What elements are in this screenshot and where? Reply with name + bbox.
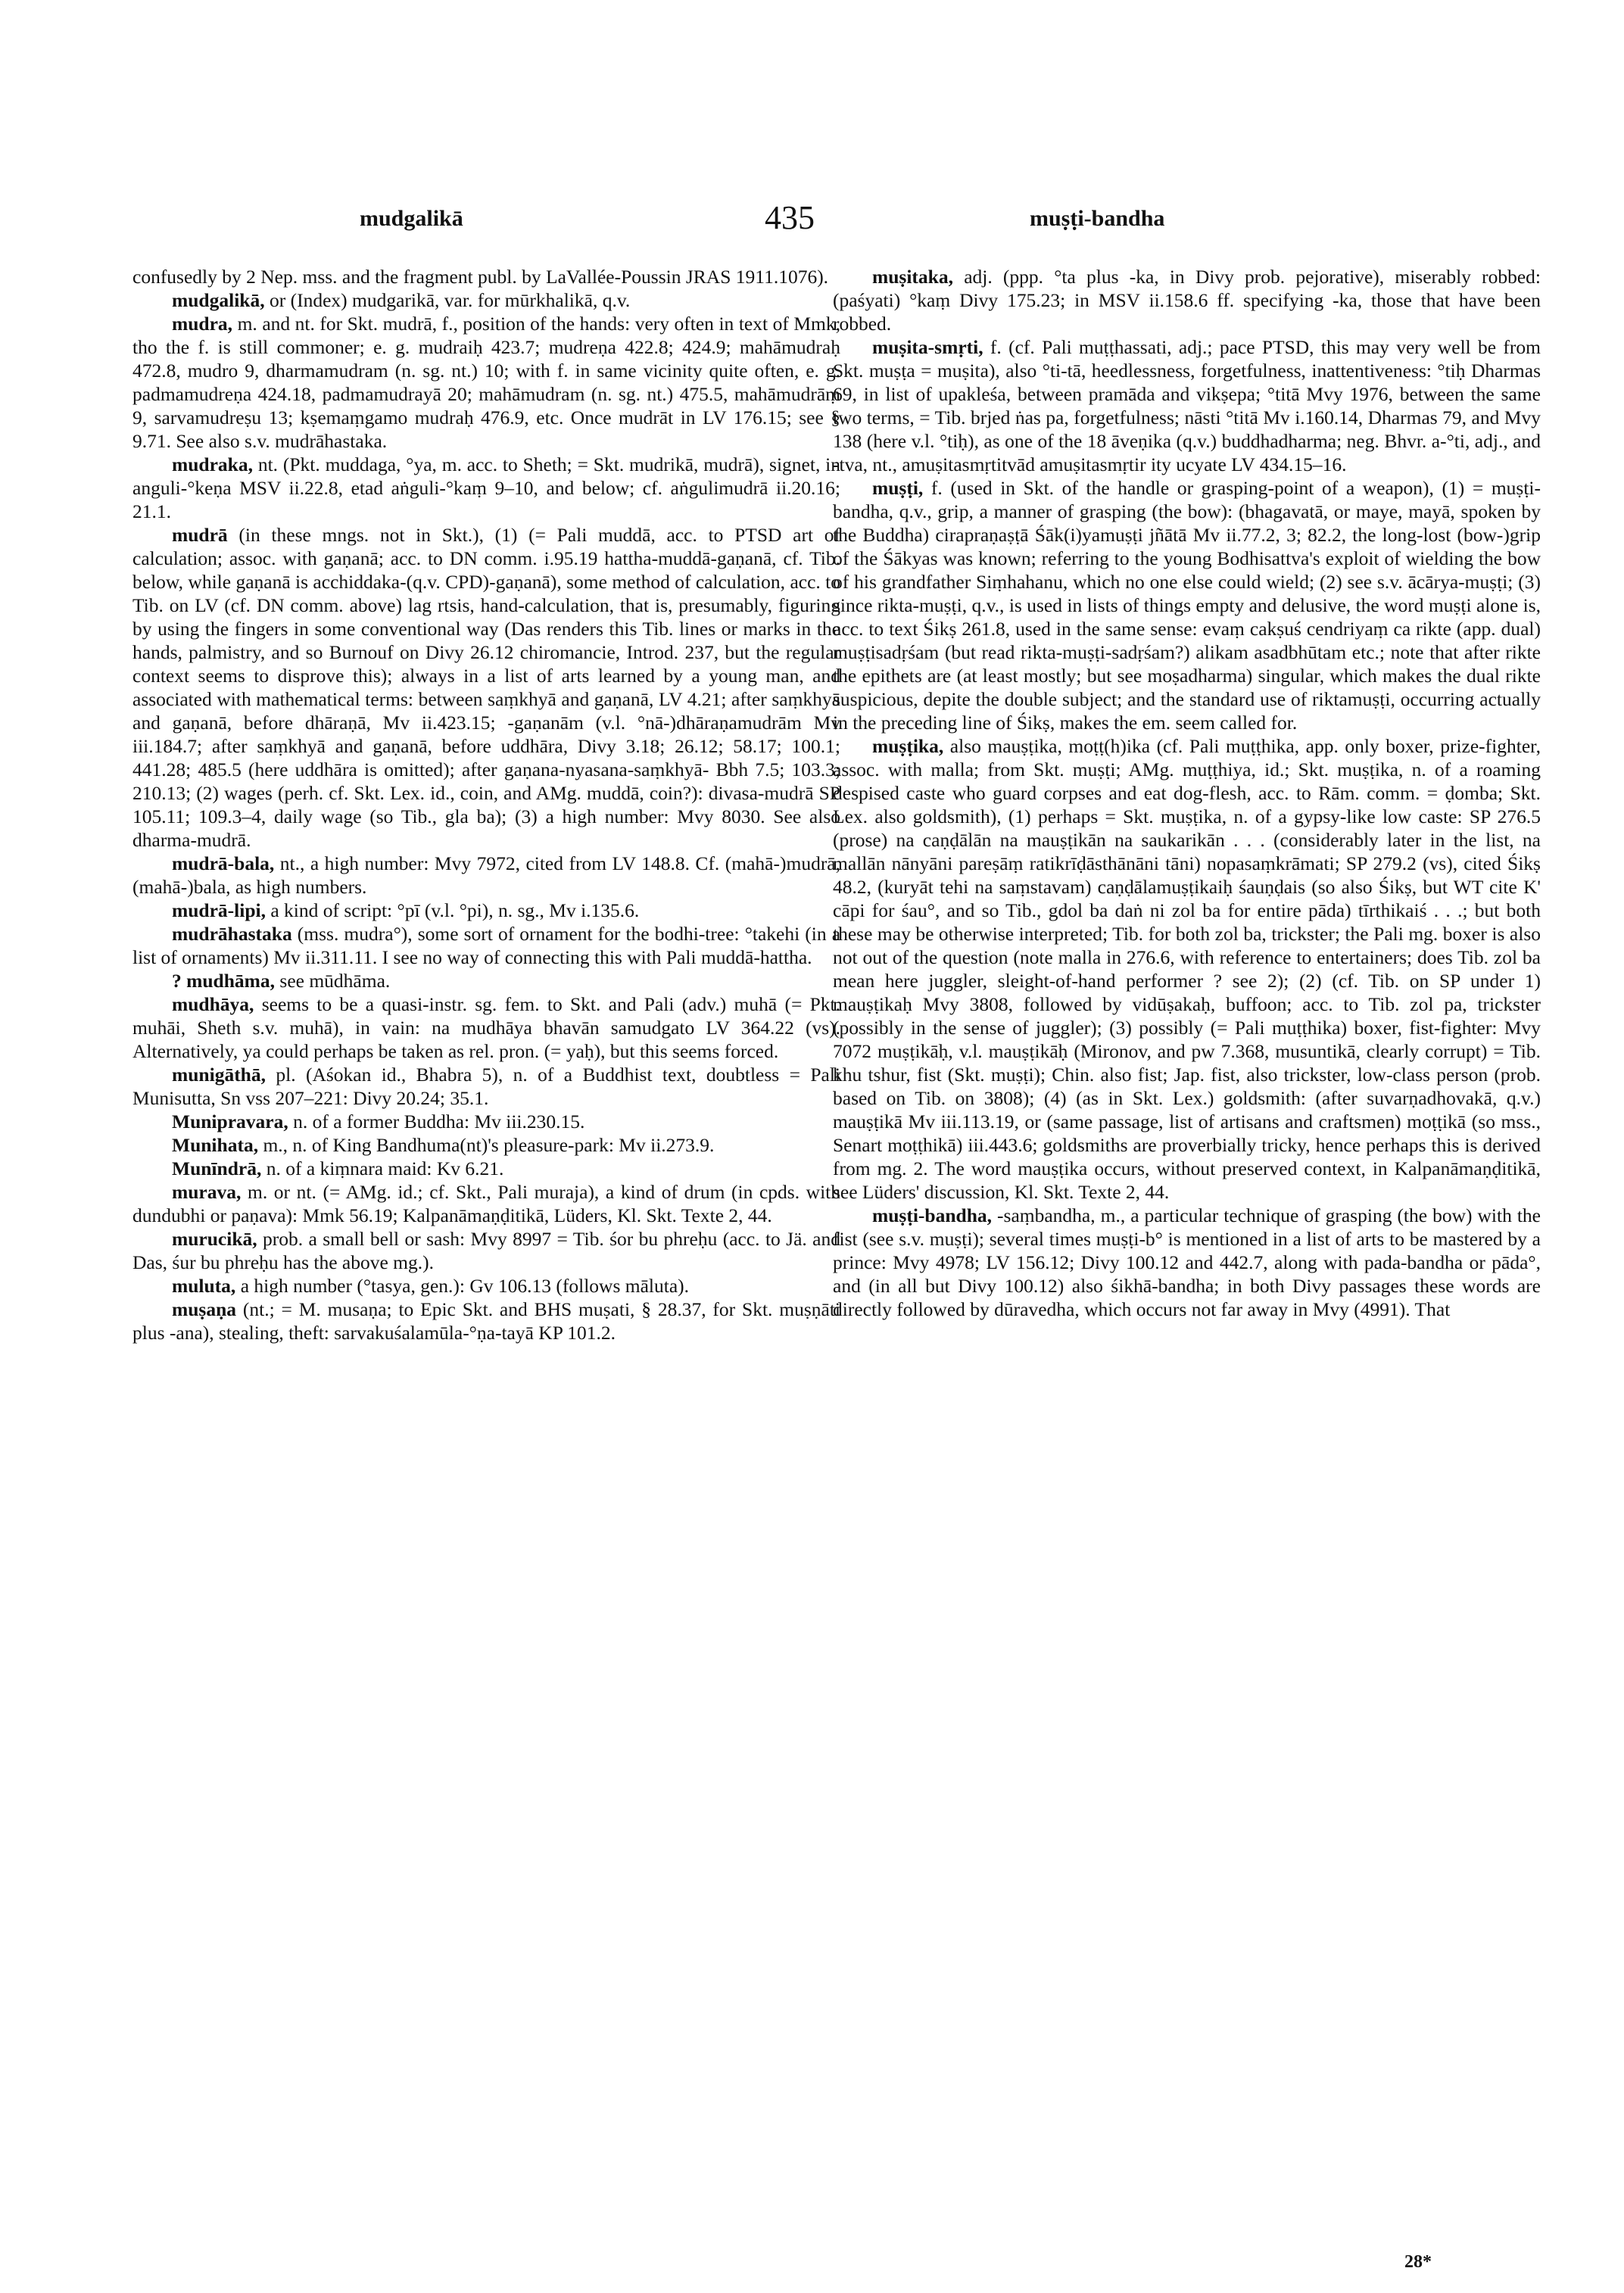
entry-body: see mūdhāma. bbox=[279, 970, 391, 992]
entry-body: m., n. of King Bandhuma(nt)'s pleasure-park: Mv ii.273.9. bbox=[263, 1134, 715, 1156]
dictionary-entry bbox=[132, 265, 840, 288]
entry-body: n. of a kiṃnara maid: Kv 6.21. bbox=[266, 1157, 504, 1179]
entry-body: (mss. mudra°), some sort of ornament for the bodhi-tree: °takehi (in a list of ornaments) Mv ii.311.11. I see no way of connecting this with Pali muddā-hattha. bbox=[132, 923, 841, 968]
entry-body: m. or nt. (= AMg. id.; cf. Skt., Pali muraja), a kind of drum (in cpds. with dundubhi or paṇava): Mmk 56.19; Kalpanāmaṇḍitikā, Lüders, Kl. Skt. Texte 2, 44. bbox=[132, 1181, 841, 1226]
dictionary-entry bbox=[132, 992, 840, 1063]
entry-headword: muluta, bbox=[172, 1275, 236, 1297]
dictionary-entry bbox=[132, 1298, 840, 1344]
dictionary-entry bbox=[132, 852, 840, 899]
entry-body: (in these mngs. not in Skt.), (1) (= Pali muddā, acc. to PTSD art of calculation; assoc. with gaṇanā; acc. to DN comm. i.95.19 hattha-muddā-gaṇanā, cf. Tib. below, while gaṇanā is acchiddaka-(q.v. CPD)-gaṇanā), some method of calculation, acc. to Tib. on LV (cf. DN comm. above) lag rtsis, hand-calculation, that is, presumably, figuring by using the fingers in some conventional way (Das renders this Tib. lines or marks in the hands, palmistry, and so Burnouf on Divy 26.12 chiromancie, Introd. 237, but the regular context seems to disprove this); always in a list of arts learned by a young man, and associated with mathematical terms: between saṃkhyā and gaṇanā, LV 4.21; after saṃkhyā and gaṇanā, before dhāraṇā, Mv ii.423.15; -gaṇanām (v.l. °nā-)dhāraṇamudrām Mv iii.184.7; after saṃkhyā and gaṇanā, before uddhāra, Divy 3.18; 26.12; 58.17; 100.1; 441.28; 485.5 (here uddhāra is omitted); after gaṇana-nyasana-saṃkhyā- Bbh 7.5; 103.3; 210.13; (2) wages (perh. cf. Skt. Lex. id., coin, and AMg. muddā, coin?): divasa-mudrā SP 105.11; 109.3–4, daily wage (so Tib., gla ba); (3) a high number: Mvy 8030. See also dharma-mudrā. bbox=[132, 524, 841, 851]
dictionary-entry bbox=[132, 1157, 840, 1180]
dictionary-entry bbox=[132, 1227, 840, 1274]
entry-headword: munigāthā, bbox=[172, 1064, 266, 1086]
entry-headword: mudrāhastaka bbox=[172, 923, 292, 945]
entry-headword: mudrā-lipi, bbox=[172, 899, 266, 921]
entry-body: -saṃbandha, m., a particular technique of grasping (the bow) with the fist (see s.v. muṣṭi); several times muṣṭi-b° is mentioned in a list of arts to be mastered by a prince: Mvy 4978; LV 156.12; Divy 100.12 and 442.7, along with pada-bandha or pāda°, and (in all but Divy 100.12) also śikhā-bandha; in both Divy passages these words are directly followed by dūravedha, which occurs not far away in Mvy (4991). That bbox=[833, 1204, 1541, 1320]
dictionary-entry bbox=[132, 288, 840, 312]
entry-body: a kind of script: °pī (v.l. °pi), n. sg., Mv i.135.6. bbox=[270, 899, 640, 921]
entry-headword: murucikā, bbox=[172, 1228, 257, 1250]
entry-headword: ? mudhāma, bbox=[172, 970, 276, 992]
entry-headword: Munipravara, bbox=[172, 1111, 288, 1132]
entry-headword: Munīndrā, bbox=[172, 1157, 262, 1179]
dictionary-entry bbox=[132, 453, 840, 523]
entry-body: prob. a small bell or sash: Mvy 8997 = Tib. śor bu phreḥu (acc. to Jä. and Das, śur bu phreḥu has the above mg.). bbox=[132, 1228, 840, 1273]
entry-headword: mudraka, bbox=[172, 453, 253, 475]
entry-headword: mudhāya, bbox=[172, 993, 254, 1015]
right-column bbox=[833, 265, 1541, 1321]
dictionary-entry bbox=[132, 922, 840, 969]
running-head-left: mudgalikā bbox=[360, 206, 463, 231]
dictionary-entry bbox=[833, 335, 1541, 476]
entry-body: adj. (ppp. °ta plus -ka, in Divy prob. pejorative), miserably robbed: (paśyati) °kaṃ Divy 175.23; in MSV ii.158.6 ff. specifying -ka, those that have been robbed. bbox=[833, 266, 1541, 335]
entry-body: nt. (Pkt. muddaga, °ya, m. acc. to Sheth; = Skt. mudrikā, mudrā), signet, in anguli-°keṇa MSV ii.22.8, etad aṅguli-°kaṃ 9–10, and below; cf. aṅgulimudrā ii.20.16; 21.1. bbox=[132, 453, 841, 522]
entry-headword: mudra, bbox=[172, 313, 233, 335]
dictionary-entry bbox=[132, 899, 840, 922]
dictionary-entry bbox=[132, 1133, 840, 1157]
dictionary-entry bbox=[833, 265, 1541, 335]
dictionary-entry bbox=[132, 312, 840, 453]
entry-headword: muṣaṇa bbox=[172, 1298, 237, 1320]
page-number: 435 bbox=[765, 199, 815, 236]
entry-body: (nt.; = M. musaṇa; to Epic Skt. and BHS muṣati, § 28.37, for Skt. muṣṇāti plus -ana), stealing, theft: sarvakuśalamūla-°ṇa-tayā KP 101.2. bbox=[132, 1298, 840, 1344]
entry-headword: muṣitaka, bbox=[872, 266, 953, 288]
dictionary-entry bbox=[132, 1063, 840, 1110]
entry-body: confusedly by 2 Nep. mss. and the fragment publ. by LaVallée-Poussin JRAS 1911.1076). bbox=[132, 266, 829, 288]
entry-headword: murava, bbox=[172, 1181, 242, 1203]
running-head-right: muṣṭi-bandha bbox=[1030, 206, 1165, 231]
entry-body: m. and nt. for Skt. mudrā, f., position of the hands: very often in text of Mmk, tho the f. is still commoner; e. g. mudraiḥ 423.7; mudreṇa 422.8; 424.9; mahāmudraḥ 472.8, mudro 9, dharmamudram (n. sg. nt.) 10; with f. in same vicinity quite often, e. g. padmamudreṇa 424.18, padmamudrayā 20; mahāmudram (n. sg. nt.) 475.5, mahāmudrāṃ 9, sarvamudreṣu 13; kṣemaṃgamo mudraḥ 476.9, etc. Once mudrāt in LV 176.15; see § 9.71. See also s.v. mudrāhastaka. bbox=[132, 313, 840, 452]
dictionary-entry bbox=[833, 734, 1541, 1204]
entry-headword: muṣṭi, bbox=[872, 477, 924, 499]
dictionary-entry bbox=[833, 1204, 1541, 1321]
entry-body: n. of a former Buddha: Mv iii.230.15. bbox=[293, 1111, 585, 1132]
entry-body: a high number (°tasya, gen.): Gv 106.13 (follows māluta). bbox=[240, 1275, 690, 1297]
dictionary-entry bbox=[132, 1180, 840, 1227]
dictionary-entry bbox=[132, 1110, 840, 1133]
left-column bbox=[132, 265, 840, 1344]
dictionary-entry bbox=[132, 969, 840, 992]
entry-headword: mudgalikā, bbox=[172, 289, 265, 311]
dictionary-entry bbox=[833, 476, 1541, 734]
entry-headword: Munihata, bbox=[172, 1134, 259, 1156]
entry-headword: mudrā-bala, bbox=[172, 852, 275, 874]
entry-body: f. (used in Skt. of the handle or grasping-point of a weapon), (1) = muṣṭi-bandha, q.v., grip, a manner of grasping (the bow): (bhagavatā, or maye, mayā, spoken by the Buddha) cirapraṇaṣṭā Śāk(i)yamuṣṭi jñātā Mv ii.77.2, 3; 82.2, the long-lost (bow-)grip of the Śākyas was known; referring to the young Bodhisattva's exploit of wielding the bow of his grandfather Siṃhahanu, which no one else could wield; (2) see s.v. ācārya-muṣṭi; (3) since rikta-muṣṭi, q.v., is used in lists of things empty and delusive, the word muṣṭi alone is, acc. to text Śikṣ 261.8, used in the same sense: evaṃ cakṣuś cendriyaṃ ca rikte (app. dual) muṣṭisadṛśam (but read rikta-muṣṭi-sadṛśam?) alikam asadbhūtam etc.; note that after rikte the epithets are (at least mostly; but see moṣadharma) singular, which makes the dual rikte suspicious, depite the double subject; and the standard use of riktamuṣṭi, occurring actually in the preceding line of Śikṣ, makes the em. seem called for. bbox=[833, 477, 1541, 734]
entry-body: pl. (Aśokan id., Bhabra 5), n. of a Buddhist text, doubtless = Pali Munisutta, Sn vss 207–221: Divy 20.24; 35.1. bbox=[132, 1064, 841, 1109]
entry-body: f. (cf. Pali muṭṭhassati, adj.; pace PTSD, this may very well be from Skt. muṣṭa = muṣita), also °ti-tā, heedlessness, forgetfulness, inattentiveness: °tiḥ Dharmas 69, in list of upakleśa, between pramāda and vikṣepa; °titā Mvy 1976, between the same two terms, = Tib. brjed ṅas pa, forgetfulness; nāsti °titā Mv i.160.14, Dharmas 79, and Mvy 138 (here v.l. °tiḥ), as one of the 18 āveṇika (q.v.) buddhadharma; neg. Bhvr. a-°ti, adj., and -tva, nt., amuṣitasmṛtitvād amuṣitasmṛtir ity ucyate LV 434.15–16. bbox=[833, 336, 1541, 475]
entry-body: seems to be a quasi-instr. sg. fem. to Skt. and Pali (adv.) muhā (= Pkt. muhāi, Sheth s.v. muhā), in vain: na mudhāya bhavān samudgato LV 364.22 (vs). Alternatively, ya could perhaps be taken as rel. pron. (= yaḥ), but this seems forced. bbox=[132, 993, 840, 1062]
dictionary-entry bbox=[132, 1274, 840, 1298]
dictionary-entry bbox=[132, 523, 840, 852]
entry-headword: muṣṭi-bandha, bbox=[872, 1204, 993, 1226]
entry-body: also mauṣṭika, moṭṭ(h)ika (cf. Pali muṭṭhika, app. only boxer, prize-fighter, assoc. with malla; from Skt. muṣṭi; AMg. muṭṭhiya, id.; Skt. muṣṭika, n. of a roaming despised caste who guard corpses and eat dog-flesh, acc. to Rām. comm. = ḍomba; Skt. Lex. also goldsmith), (1) perhaps = Skt. muṣṭika, n. of a gypsy-like low caste: SP 276.5 (prose) na caṇḍālān na mauṣṭikān na saukarikān . . . (considerably later in the list, na mallān nānyāni pareṣāṃ ratikrīḍāsthānāni tāni) nopasaṃkrāmati; SP 279.2 (vs), cited Śikṣ 48.2, (kuryāt tehi na saṃstavam) caṇḍālamuṣṭikaiḥ śauṇḍais (so also Śikṣ, but WT cite K' cāpi for śau°, and so Tib., gdol ba daṅ ni zol ba for entire pāda) tīrthikaiś . . .; but both these may be otherwise interpreted; Tib. for both zol ba, trickster; the Pali mg. boxer is also not out of the question (note malla in 276.6, with reference to entertainers; does Tib. zol ba mean here juggler, sleight-of-hand performer ? see 2); (2) (cf. Tib. on SP under 1) mauṣṭikaḥ Mvy 3808, followed by vidūṣakaḥ, buffoon; acc. to Tib. zol pa, trickster (possibly in the sense of juggler); (3) possibly (= Pali muṭṭhika) boxer, fist-fighter: Mvy 7072 muṣṭikāḥ, v.l. mauṣṭikāḥ (Mironov, and pw 7.368, musuntikā, clearly corrupt) = Tib. khu tshur, fist (Skt. muṣṭi); Chin. also fist; Jap. fist, also trickster, low-class person (prob. based on Tib. on 3808); (4) (as in Skt. Lex.) goldsmith: (after suvarṇadhovakā, q.v.) mauṣṭikā Mv iii.113.19, or (same passage, list of artisans and craftsmen) moṭṭikā (so mss., Senart moṭṭhikā) iii.443.6; goldsmiths are proverbially tricky, hence perhaps this is derived from mg. 2. The word mauṣṭika occurs, without preserved context, in Kalpanāmaṇḍitikā, see Lüders' discussion, Kl. Skt. Texte 2, 44. bbox=[833, 735, 1541, 1203]
signature-mark: 28* bbox=[1404, 2252, 1432, 2272]
entry-headword: muṣita-smṛti, bbox=[872, 336, 983, 358]
entry-body: nt., a high number: Mvy 7972, cited from LV 148.8. Cf. (mahā-)mudrā, (mahā-)bala, as high numbers. bbox=[132, 852, 841, 898]
entry-headword: muṣṭika, bbox=[872, 735, 944, 757]
entry-body: or (Index) mudgarikā, var. for mūrkhalikā, q.v. bbox=[269, 289, 631, 311]
entry-headword: mudrā bbox=[172, 524, 228, 546]
